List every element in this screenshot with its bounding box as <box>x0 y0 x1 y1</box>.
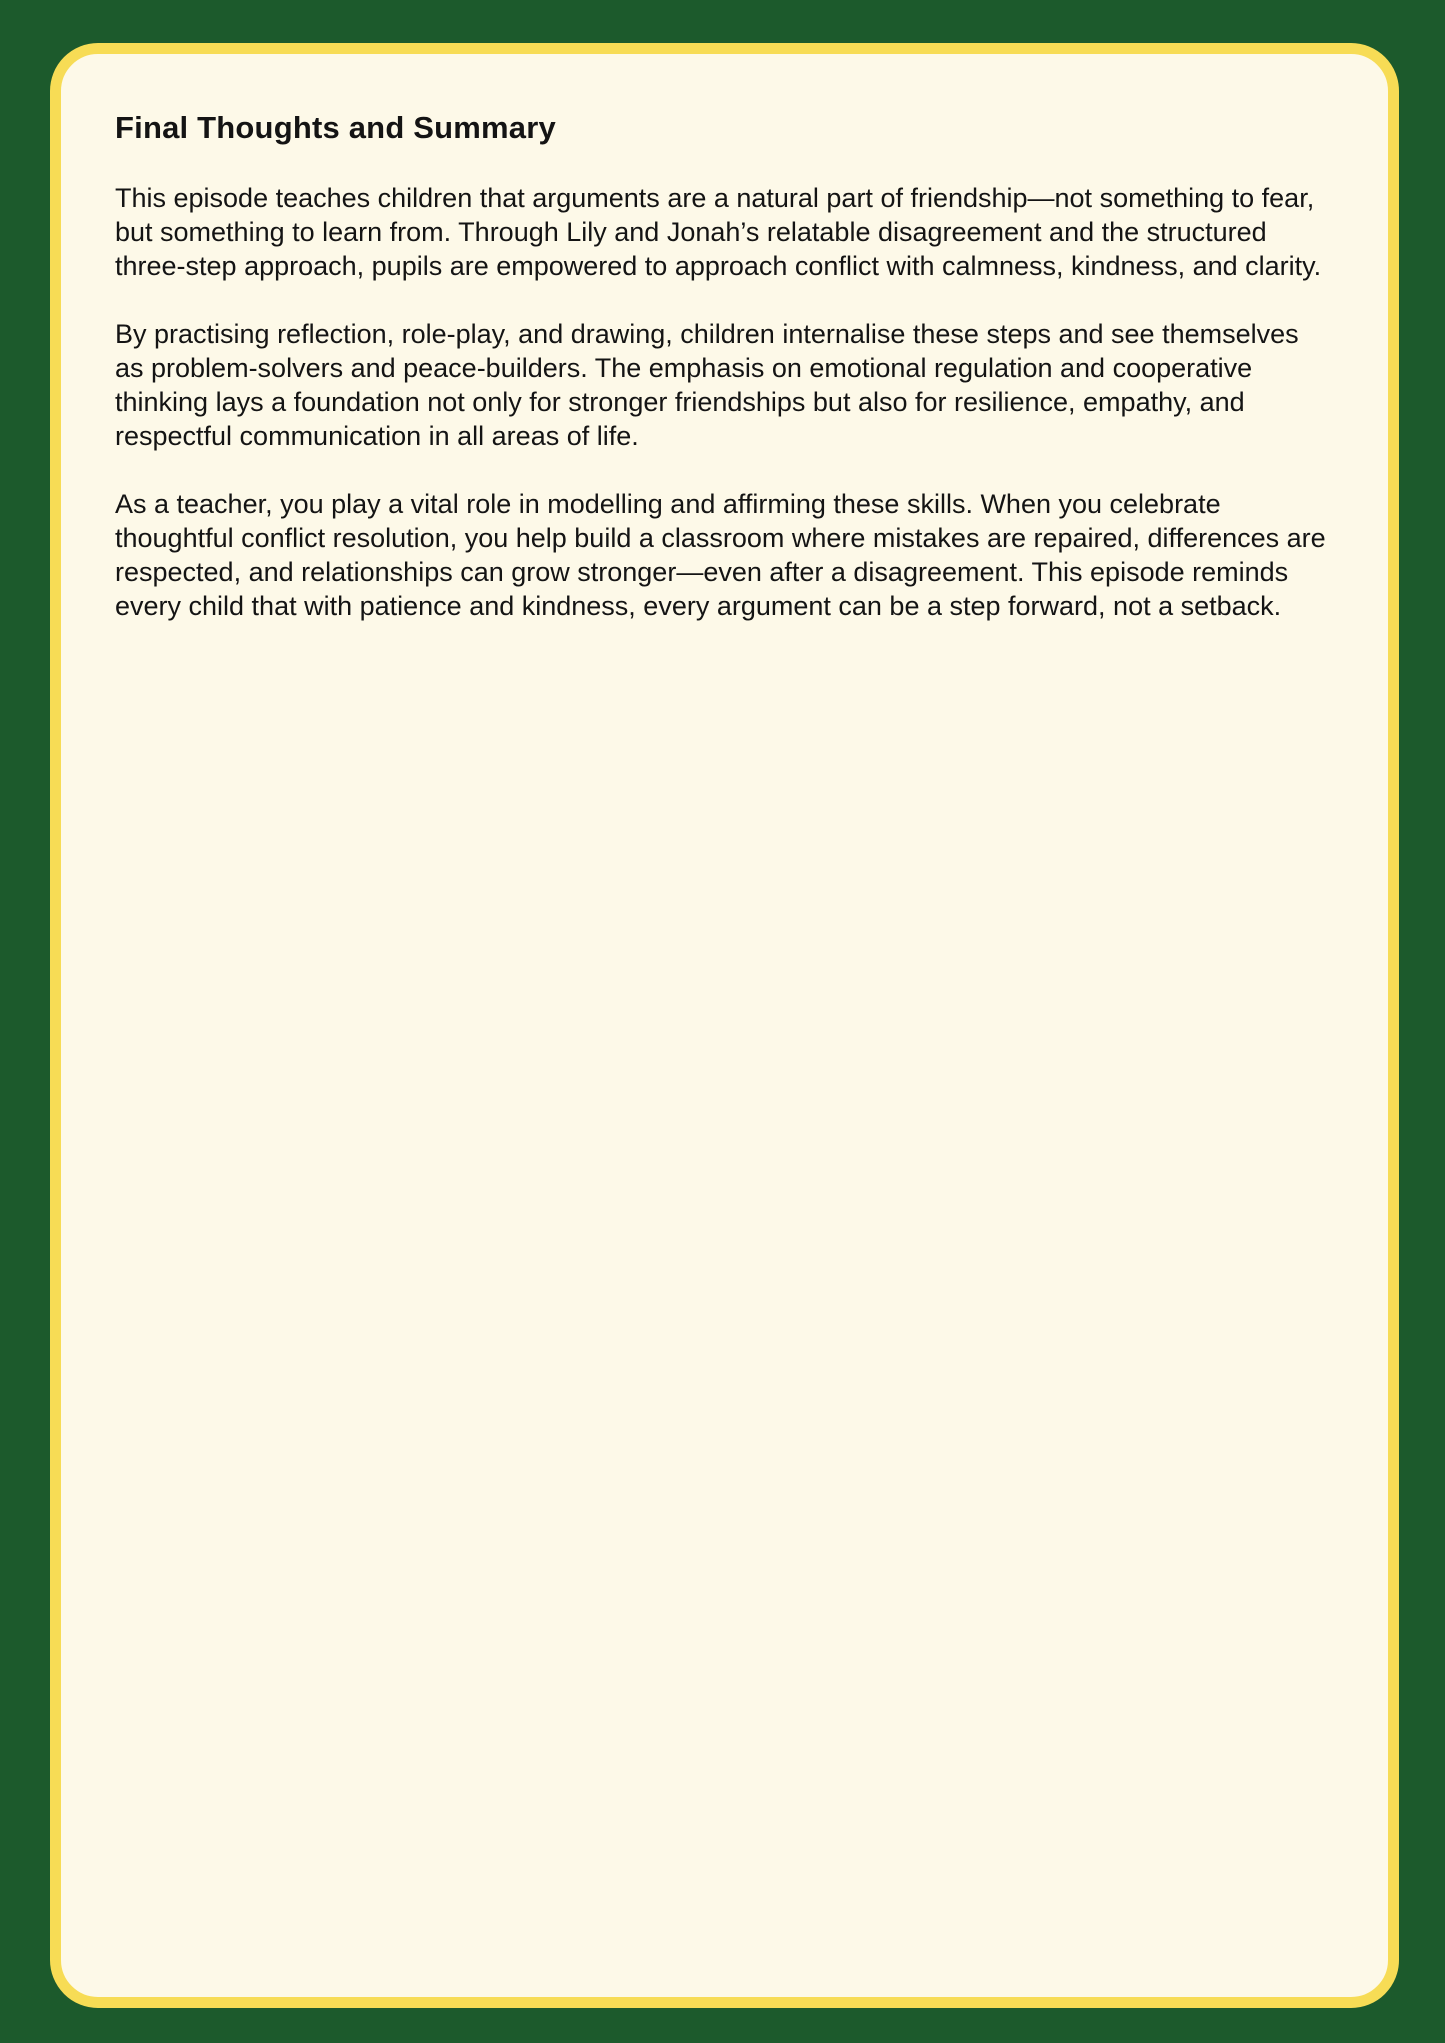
summary-paragraph-1: This episode teaches children that arguments are a natural part of friendship—not something to fear, but something to learn from. Through Lily and Jonah’s relatable disagreement and the structured three-step approach, pupils are empowered to approach conflict with calmness, kindness, and clarity. <box>115 183 1322 281</box>
content-card <box>50 43 1399 2008</box>
summary-paragraph-3: As a teacher, you play a vital role in modelling and affirming these skills. When you celebrate thoughtful conflict resolution, you help build a classroom where mistakes are repaired, differences are respected, and relationships can grow stronger—even after a disagreement. This episode reminds every child that with patience and kindness, every argument can be a step forward, not a setback. <box>115 489 1326 621</box>
summary-paragraph-2: By practising reflection, role-play, and drawing, children internalise these steps and see themselves as problem-solvers and peace-builders. The emphasis on emotional regulation and cooperative thinking lays a foundation not only for stronger friendships but also for resilience, empathy, and respectful communication in all areas of life. <box>115 319 1299 451</box>
page-title: Final Thoughts and Summary <box>115 110 556 145</box>
